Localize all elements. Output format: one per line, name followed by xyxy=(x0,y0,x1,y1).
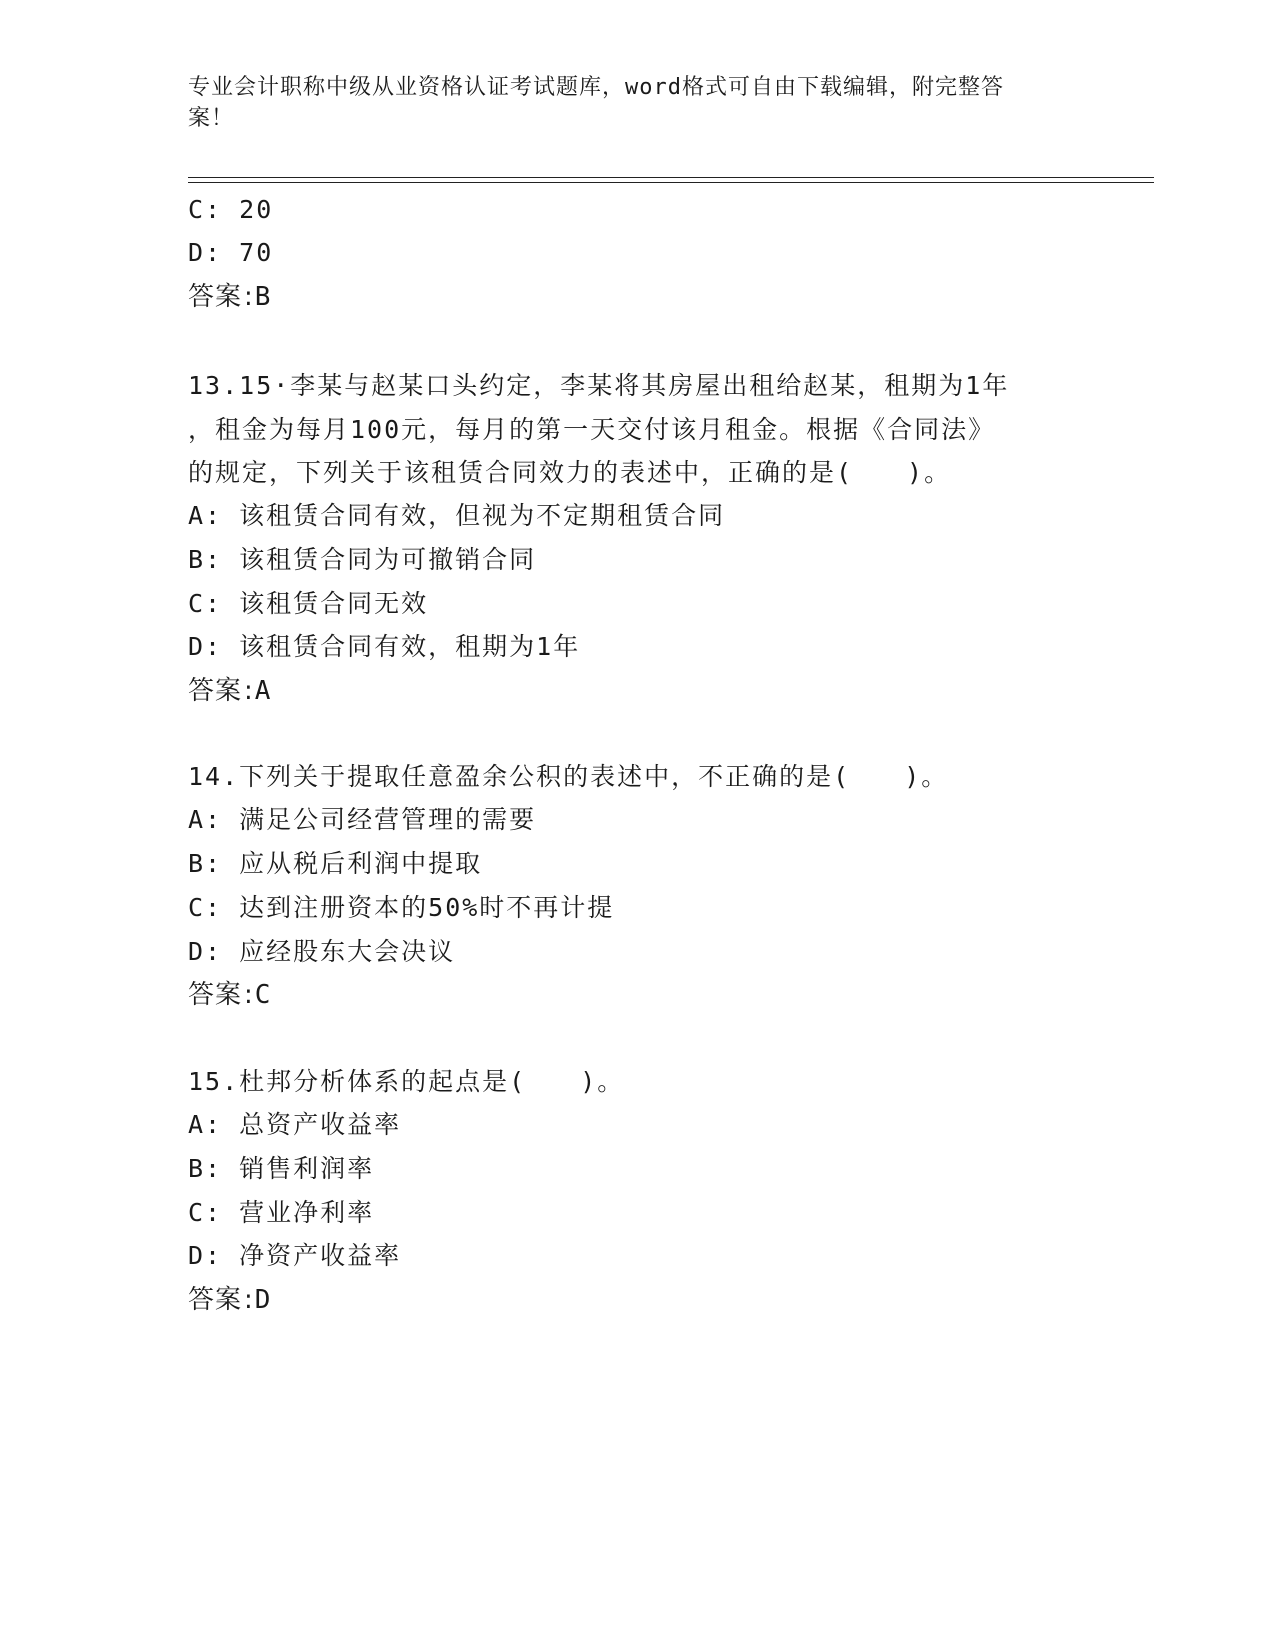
q13-stem-line-3: 的规定，下列关于该租赁合同效力的表述中，正确的是( )。 xyxy=(188,458,952,487)
answer-label: 答案 xyxy=(188,676,243,706)
q13-stem-line-2: ，租金为每月100元，每月的第一天交付该月租金。根据《合同法》 xyxy=(188,415,996,444)
q13-answer xyxy=(188,674,270,708)
q14-option-d: D: 应经股东大会决议 xyxy=(188,937,456,966)
header-line-1: 专业会计职称中级从业资格认证考试题库，word格式可自由下载编辑，附完整答 xyxy=(188,75,1004,100)
answer-value: D xyxy=(254,1285,271,1315)
answer-value: C xyxy=(254,980,271,1010)
answer-separator: : xyxy=(244,980,253,1010)
q14-option-a: A: 满足公司经营管理的需要 xyxy=(188,805,537,834)
q15-option-d: D: 净资产收益率 xyxy=(188,1241,402,1270)
q13-option-b: B: 该租赁合同为可撤销合同 xyxy=(188,545,537,574)
answer-separator: : xyxy=(244,676,253,706)
q13-option-d: D: 该租赁合同有效，租期为1年 xyxy=(188,632,581,661)
q12-option-c: C: 20 xyxy=(188,195,274,224)
answer-value: B xyxy=(254,282,271,312)
q12-option-d: D: 70 xyxy=(188,238,274,267)
q13-option-a: A: 该租赁合同有效，但视为不定期租赁合同 xyxy=(188,501,726,530)
q12-answer xyxy=(188,280,270,314)
header-line-2: 案！ xyxy=(188,106,235,131)
q15-option-a: A: 总资产收益率 xyxy=(188,1110,402,1139)
q13-option-c: C: 该租赁合同无效 xyxy=(188,589,429,618)
q13-stem-line-1: 13.15·李某与赵某口头约定，李某将其房屋出租给赵某，租期为1年 xyxy=(188,371,1010,400)
q15-stem: 15.杜邦分析体系的起点是( )。 xyxy=(188,1067,625,1096)
q15-answer xyxy=(188,1283,270,1317)
answer-separator: : xyxy=(244,1285,253,1315)
page-header xyxy=(188,72,1068,134)
header-rule-bottom xyxy=(188,182,1154,183)
answer-separator: : xyxy=(244,282,253,312)
q15-option-b: B: 销售利润率 xyxy=(188,1154,375,1183)
q15-option-c: C: 营业净利率 xyxy=(188,1198,375,1227)
q14-option-b: B: 应从税后利润中提取 xyxy=(188,849,483,878)
header-rule-top xyxy=(188,177,1154,178)
answer-label: 答案 xyxy=(188,1285,243,1315)
q14-option-c: C: 达到注册资本的50%时不再计提 xyxy=(188,893,615,922)
answer-value: A xyxy=(254,676,271,706)
answer-label: 答案 xyxy=(188,282,243,312)
answer-label: 答案 xyxy=(188,980,243,1010)
q14-stem: 14.下列关于提取任意盈余公积的表述中，不正确的是( )。 xyxy=(188,762,949,791)
q14-answer xyxy=(188,978,270,1012)
